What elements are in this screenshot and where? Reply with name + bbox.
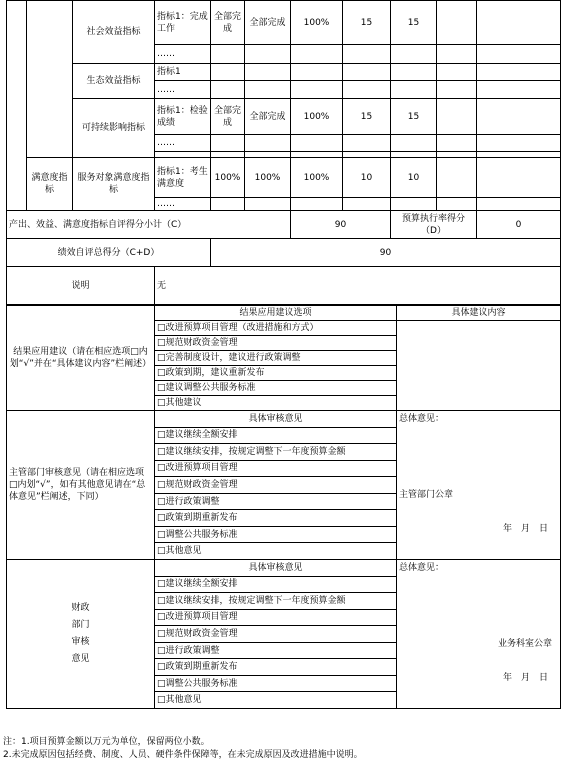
dept-review-label: 主管部门审核意见（请在相应选项□内划“√”，如有其他意见请在“总体意见”栏阐述，下同） bbox=[7, 411, 155, 560]
finance-review-label: 财政 部门 审核 意见 bbox=[7, 560, 155, 709]
service-actual: 100% bbox=[245, 158, 291, 198]
social-weight: 15 bbox=[343, 1, 391, 45]
sustain-target: 全部完成 bbox=[211, 99, 245, 135]
service-weight: 10 bbox=[343, 158, 391, 198]
dept-review-header: 具体审核意见 bbox=[155, 411, 397, 428]
result-content-cell bbox=[397, 321, 561, 411]
dept-option-8[interactable]: □其他意见 bbox=[155, 543, 397, 560]
indicator-table bbox=[6, 0, 561, 305]
subtotal-value: 90 bbox=[291, 211, 391, 239]
service-indicator-more: …… bbox=[155, 198, 211, 211]
result-option-5[interactable]: □建议调整公共服务标准 bbox=[155, 381, 397, 396]
finance-option-5[interactable]: □进行政策调整 bbox=[155, 642, 397, 659]
dept-option-6[interactable]: □政策到期重新发布 bbox=[155, 510, 397, 527]
dept-seal: 主管部门公章 bbox=[399, 490, 454, 500]
budget-rate-value: 0 bbox=[477, 211, 561, 239]
footnote-1: 注：1.项目预算金额以万元为单位，保留两位小数。 bbox=[3, 737, 210, 747]
sustain-score: 15 bbox=[391, 99, 437, 135]
result-options-header: 结果应用建议选项 bbox=[155, 306, 397, 321]
finance-option-3[interactable]: □改进预算项目管理 bbox=[155, 609, 397, 626]
eco-indicator-1: 指标1 bbox=[155, 64, 211, 81]
social-reason bbox=[437, 1, 477, 45]
social-actual: 全部完成 bbox=[245, 1, 291, 45]
category-cell-top bbox=[7, 1, 27, 211]
footnotes bbox=[3, 736, 563, 762]
finance-date: 年 月 日 bbox=[502, 673, 548, 683]
benefit-category-cell bbox=[27, 1, 73, 158]
result-option-6[interactable]: □其他建议 bbox=[155, 396, 397, 411]
finance-overall-cell bbox=[397, 560, 561, 709]
result-label: 结果应用建议（请在相应选项□内划“√”并在“具体建议内容”栏阐述） bbox=[7, 306, 155, 411]
social-benefit-label: 社会效益指标 bbox=[73, 1, 155, 64]
result-content-header: 具体建议内容 bbox=[397, 306, 561, 321]
finance-option-4[interactable]: □规范财政资金管理 bbox=[155, 626, 397, 643]
finance-review-header: 具体审核意见 bbox=[155, 560, 397, 577]
dept-overall-cell bbox=[397, 411, 561, 560]
dept-date: 年 月 日 bbox=[502, 524, 548, 534]
result-option-2[interactable]: □规范财政资金管理 bbox=[155, 336, 397, 351]
sustain-weight: 15 bbox=[343, 99, 391, 135]
eco-benefit-label: 生态效益指标 bbox=[73, 64, 155, 99]
satisfaction-category: 满意度指标 bbox=[27, 158, 73, 211]
social-remark bbox=[477, 1, 561, 45]
sustain-actual: 全部完成 bbox=[245, 99, 291, 135]
result-option-1[interactable]: □改进预算项目管理（改进措施和方式） bbox=[155, 321, 397, 336]
footnote-2: 2.未完成原因包括经费、制度、人员、硬件条件保障等，在未完成原因及改进措施中说明。 bbox=[3, 750, 363, 760]
review-table bbox=[6, 305, 561, 709]
social-indicator-1: 指标1：完成工作 bbox=[155, 1, 211, 45]
social-score: 15 bbox=[391, 1, 437, 45]
sustain-indicator-more: …… bbox=[155, 135, 211, 152]
result-option-3[interactable]: □完善制度设计，建议进行政策调整 bbox=[155, 351, 397, 366]
total-score-value: 90 bbox=[211, 239, 561, 267]
sustain-label: 可持续影响指标 bbox=[73, 99, 155, 158]
social-target: 全部完成 bbox=[211, 1, 245, 45]
total-score-label: 绩效自评总得分（C+D） bbox=[7, 239, 211, 267]
explain-label: 说明 bbox=[7, 267, 155, 305]
explain-value: 无 bbox=[155, 267, 561, 305]
finance-option-1[interactable]: □建议继续全额安排 bbox=[155, 576, 397, 593]
dept-option-5[interactable]: □进行政策调整 bbox=[155, 493, 397, 510]
social-rate: 100% bbox=[291, 1, 343, 45]
result-option-4[interactable]: □政策到期，建议重新发布 bbox=[155, 366, 397, 381]
sustain-rate: 100% bbox=[291, 99, 343, 135]
dept-option-7[interactable]: □调整公共服务标准 bbox=[155, 526, 397, 543]
finance-option-7[interactable]: □调整公共服务标准 bbox=[155, 675, 397, 692]
eco-indicator-more: …… bbox=[155, 81, 211, 99]
budget-rate-label: 预算执行率得分（D） bbox=[391, 211, 477, 239]
finance-option-2[interactable]: □建议继续安排，按规定调整下一年度预算金额 bbox=[155, 593, 397, 610]
dept-overall-label: 总体意见： bbox=[399, 414, 445, 424]
service-indicator-1: 指标1：考生满意度 bbox=[155, 158, 211, 198]
dept-option-1[interactable]: □建议继续全额安排 bbox=[155, 427, 397, 444]
service-target: 100% bbox=[211, 158, 245, 198]
sustain-indicator-1: 指标1：检验成绩 bbox=[155, 99, 211, 135]
dept-option-3[interactable]: □改进预算项目管理 bbox=[155, 460, 397, 477]
finance-overall-label: 总体意见： bbox=[399, 563, 445, 573]
service-rate: 100% bbox=[291, 158, 343, 198]
service-score: 10 bbox=[391, 158, 437, 198]
dept-option-4[interactable]: □规范财政资金管理 bbox=[155, 477, 397, 494]
subtotal-label: 产出、效益、满意度指标自评得分小计（C） bbox=[7, 211, 291, 239]
dept-option-2[interactable]: □建议继续安排，按规定调整下一年度预算金额 bbox=[155, 444, 397, 461]
finance-option-6[interactable]: □政策到期重新发布 bbox=[155, 659, 397, 676]
finance-option-8[interactable]: □其他意见 bbox=[155, 692, 397, 709]
service-satisfaction-label: 服务对象满意度指标 bbox=[73, 158, 155, 211]
social-indicator-more: …… bbox=[155, 45, 211, 64]
evaluation-sheet bbox=[6, 0, 560, 709]
finance-seal: 业务科室公章 bbox=[497, 639, 552, 649]
